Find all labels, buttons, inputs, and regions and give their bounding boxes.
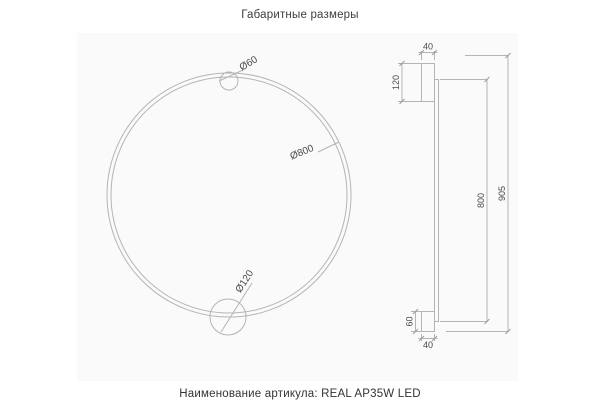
- label-top-width: 40: [422, 41, 434, 52]
- label-total-height: 905: [497, 185, 507, 202]
- drawing-panel: [77, 33, 518, 381]
- label-ring-diameter: Ø800: [288, 142, 316, 163]
- page-title: Габаритные размеры: [241, 9, 359, 21]
- label-bottom-mount-diameter: Ø120: [233, 268, 257, 295]
- label-bottom-mount-height: 60: [404, 316, 415, 327]
- label-bottom-width: 40: [422, 340, 434, 350]
- label-top-mount-height: 120: [391, 74, 401, 91]
- article-caption: Наименование артикула: REAL AP35W LED: [179, 388, 421, 400]
- label-ring-height: 800: [476, 192, 486, 209]
- label-top-mount-diameter: Ø60: [237, 54, 260, 74]
